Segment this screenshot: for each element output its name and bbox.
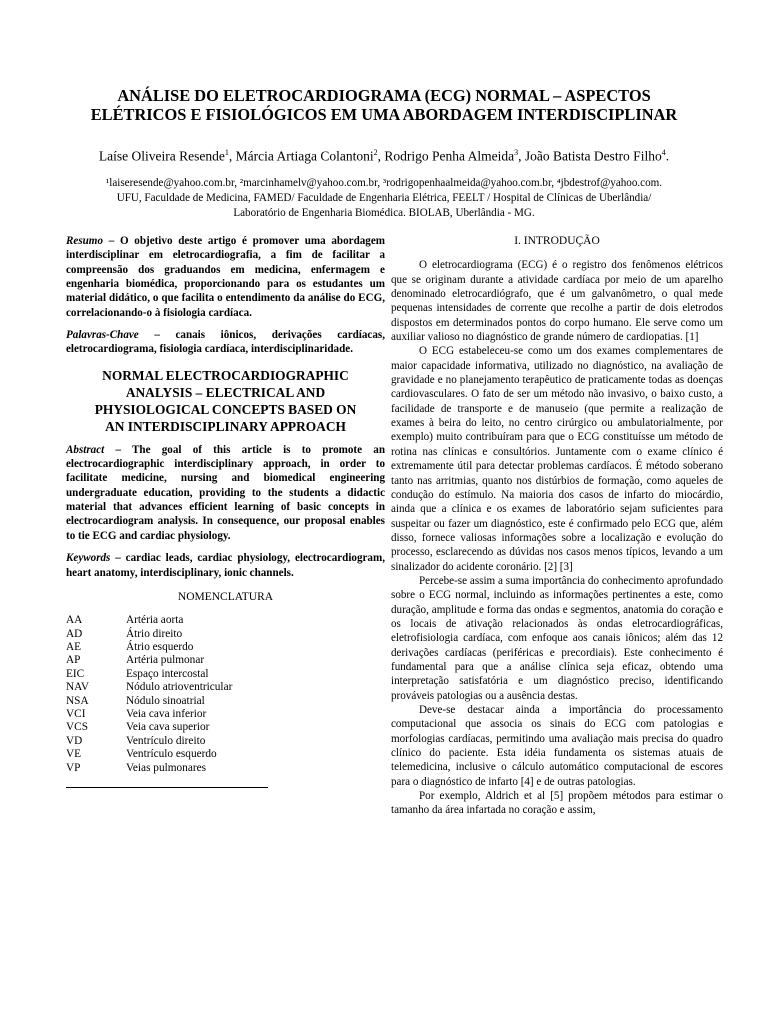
english-title-line: AN INTERDISCIPLINARY APPROACH bbox=[105, 418, 346, 434]
nomenclature-desc: Nódulo sinoatrial bbox=[126, 694, 205, 707]
palavras-chave-paragraph bbox=[66, 328, 385, 357]
table-row bbox=[66, 654, 232, 667]
abstract-paragraph bbox=[66, 443, 385, 543]
author-name: Laíse Oliveira Resende bbox=[98, 148, 225, 164]
nomenclature-abbr: VCS bbox=[66, 721, 88, 734]
author-name: João Batista Destro Filho bbox=[524, 148, 662, 164]
affiliation-emails: ¹laiseresende@yahoo.com.br, ²marcinhamelv@yahoo.com.br, ³rodrigopenhaalmeida@yahoo.com.br, ⁴jbdestrof@yahoo.com. bbox=[105, 177, 663, 189]
resumo-paragraph bbox=[66, 234, 385, 320]
nomenclature-abbr: VCI bbox=[66, 708, 86, 721]
table-row bbox=[66, 614, 232, 627]
table-row bbox=[66, 748, 232, 761]
table-row bbox=[66, 628, 232, 641]
author-end: . bbox=[665, 148, 670, 164]
table-row bbox=[66, 762, 232, 775]
author-sep: , bbox=[518, 148, 525, 164]
nomenclature-desc: Ventrículo esquerdo bbox=[126, 748, 217, 761]
nomenclature-abbr: VE bbox=[66, 748, 82, 761]
table-row bbox=[66, 735, 232, 748]
table-row bbox=[66, 695, 232, 708]
author-mark: 4 bbox=[661, 148, 666, 157]
palavras-chave-label: Palavras-Chave bbox=[66, 329, 139, 342]
author-mark: 3 bbox=[514, 148, 519, 157]
paper-title bbox=[60, 86, 708, 124]
author-mark: 2 bbox=[373, 148, 378, 157]
right-column bbox=[391, 234, 723, 818]
nomenclature-desc: Átrio direito bbox=[126, 627, 183, 640]
section-heading-introduction: I. INTRODUÇÃO bbox=[514, 235, 600, 247]
intro-paragraph: O eletrocardiograma (ECG) é o registro dos fenômenos elétricos que se originam durante a atividade cardíaca por meio de um aparelho denominado eletrocardiógrafo, que é um galvanômetro, o qual mede pequenas intensidades de corrente que recolhe a partir de dois eletrodos dispostos em determinados pontos do corpo humano. Ele serve como um auxiliar valioso no diagnóstico de grande número de cardiopatias. [1] bbox=[391, 259, 723, 344]
nomenclature-abbr: EIC bbox=[66, 667, 85, 680]
abstract-label: Abstract bbox=[66, 443, 105, 456]
table-row bbox=[66, 708, 232, 721]
palavras-chave-text: – canais iônicos, derivações cardíacas, eletrocardiograma, fisiologia cardíaca, interdisciplinaridade. bbox=[66, 329, 385, 356]
affiliation-line: Laboratório de Engenharia Biomédica. BIOLAB, Uberlândia - MG. bbox=[233, 207, 535, 220]
abstract-text: – The goal of this article is to promote an electrocardiographic interdisciplinary approach, in order to facilitate medicine, nursing and biomedical engineering undergraduate education, providing to the students a didactic material that advances efficient learning of basic concepts in electrocardiogram analysis. In consequence, our proposal enables to tie ECG and cardiac physiology. bbox=[66, 443, 385, 542]
author-list bbox=[60, 144, 708, 165]
nomenclature-desc: Veias pulmonares bbox=[126, 761, 206, 774]
title-line: ANÁLISE DO ELETROCARDIOGRAMA (ECG) NORMAL – ASPECTOS bbox=[117, 86, 651, 105]
resumo-label: Resumo bbox=[66, 235, 103, 247]
keywords-text: – cardiac leads, cardiac physiology, electrocardiogram, heart anatomy, interdisciplinary, ionic channels. bbox=[66, 552, 385, 579]
table-row bbox=[66, 681, 232, 694]
affiliations bbox=[40, 176, 728, 222]
nomenclature-desc: Artéria aorta bbox=[126, 614, 184, 627]
intro-paragraph: Deve-se destacar ainda a importância do processamento computacional que associa os sinais do ECG com patologias e morfologias cardíacas, permitindo uma avaliação mais precisa do quadro clínico do paciente. Esta idéia fundamenta os sistemas atuais de telemedicina, inclusive o cálculo automático computacional de escores para o diagnóstico de infarto [4] e de outras patologias. bbox=[391, 704, 723, 788]
nomenclature-abbr: VD bbox=[66, 734, 83, 747]
nomenclature-table bbox=[66, 614, 232, 775]
intro-paragraph: Percebe-se assim a suma importância do conhecimento aprofundado sobre o ECG normal, incluindo as informações pertinentes a este, como duração, amplitude e forma das ondas e segmentos, anatomia do coração e os locais de ativação relacionados às ondas eletrocardiográficas, eletrofisiologia cardíaca, com enfoque aos canais iônicos; além das 12 derivações cardíacas (periféricas e precordiais). Este conhecimento é fundamental para que a análise clínica seja eficaz, obtendo uma interpretação satisfatória e um diagnóstico preciso, identificando prováveis patologias ou a ausência destas. bbox=[391, 574, 723, 702]
english-title bbox=[66, 367, 385, 435]
table-row bbox=[66, 641, 232, 654]
keywords-label: Keywords bbox=[66, 552, 111, 565]
english-title-line: ANALYSIS – ELECTRICAL AND bbox=[125, 384, 326, 400]
nomenclature-abbr: AA bbox=[66, 614, 83, 627]
author-name: Rodrigo Penha Almeida bbox=[384, 148, 515, 164]
footnote-rule bbox=[66, 787, 268, 788]
table-row bbox=[66, 668, 232, 681]
affiliation-line: UFU, Faculdade de Medicina, FAMED/ Faculdade de Engenharia Elétrica, FEELT / Hospital de Clínicas de Uberlândia/ bbox=[116, 192, 652, 205]
nomenclature-abbr: NAV bbox=[66, 681, 90, 694]
nomenclature-abbr: VP bbox=[66, 761, 81, 774]
author-sep: , bbox=[377, 148, 385, 164]
nomenclature-desc: Veia cava inferior bbox=[126, 708, 207, 721]
title-line: ELÉTRICOS E FISIOLÓGICOS EM UMA ABORDAGEM INTERDISCIPLINAR bbox=[90, 105, 678, 124]
nomenclature-abbr: AD bbox=[66, 627, 83, 640]
nomenclature-desc: Artéria pulmonar bbox=[126, 654, 205, 667]
nomenclature-heading: NOMENCLATURA bbox=[177, 590, 274, 603]
intro-paragraph: Por exemplo, Aldrich et al [5] propõem métodos para estimar o tamanho da área infartada no coração e assim, bbox=[391, 790, 723, 817]
english-title-line: NORMAL ELECTROCARDIOGRAPHIC bbox=[102, 367, 349, 383]
nomenclature-desc: Nódulo atrioventricular bbox=[126, 681, 233, 694]
intro-paragraph: O ECG estabeleceu-se como um dos exames complementares de maior capacidade informativa, utilizado no diagnóstico, na avaliação de gravidade e no planejamento terapêutico de praticamente todas as doenças cardiovasculares. O fato de ser um método não invasivo, o baixo custo, a facilidade de transporte e de manuseio (que permite a realização de exames à beira do leito, no centro cirúrgico ou ambulatorialmente, por exemplo) muito contribuíram para que o ECG constituísse um método de rotina nas clínicas e consultórios. Juntamente com o exame clínico é extremamente útil para detectar problemas cardíacos. É método soberano tanto nas arritmias, quanto nos distúrbios de formação, como aqueles de condução do estímulo. Na maioria dos casos de infarto do miocárdio, ainda que a clínica e os exames de laboratório sejam suficientes para suspeitar ou fazer um diagnóstico, este é confirmado pelo ECG que, além disso, fornece valiosas informações sobre a localização e evolução do processo, esclarecendo as dúvidas nos casos menos típicos, levando a um sinalizador do acidente coronário. [2] [3] bbox=[391, 345, 723, 573]
author-mark: 1 bbox=[224, 148, 229, 157]
nomenclature-desc: Ventrículo direito bbox=[126, 734, 206, 747]
nomenclature-desc: Espaço intercostal bbox=[126, 667, 209, 680]
nomenclature-abbr: AP bbox=[66, 654, 81, 667]
resumo-text: – O objetivo deste artigo é promover uma abordagem interdisciplinar em eletrocardiografia, a fim de facilitar a compreensão dos graduandos em medicina, enfermagem e engenharia biomédica, proporcionando para os estudantes um material didático, o que facilita o entendimento da análise do ECG, correlacionando-o à fisiologia cardíaca. bbox=[66, 235, 385, 319]
nomenclature-abbr: NSA bbox=[66, 694, 89, 707]
author-sep: , bbox=[228, 148, 236, 164]
left-column bbox=[66, 234, 385, 788]
english-title-line: PHYSIOLOGICAL CONCEPTS BASED ON bbox=[94, 401, 357, 417]
author-name: Márcia Artiaga Colantoni bbox=[235, 148, 374, 164]
keywords-paragraph bbox=[66, 551, 385, 580]
table-row bbox=[66, 721, 232, 734]
nomenclature-desc: Veia cava superior bbox=[126, 721, 210, 734]
nomenclature-abbr: AE bbox=[66, 641, 82, 653]
nomenclature-desc: Átrio esquerdo bbox=[126, 641, 194, 653]
